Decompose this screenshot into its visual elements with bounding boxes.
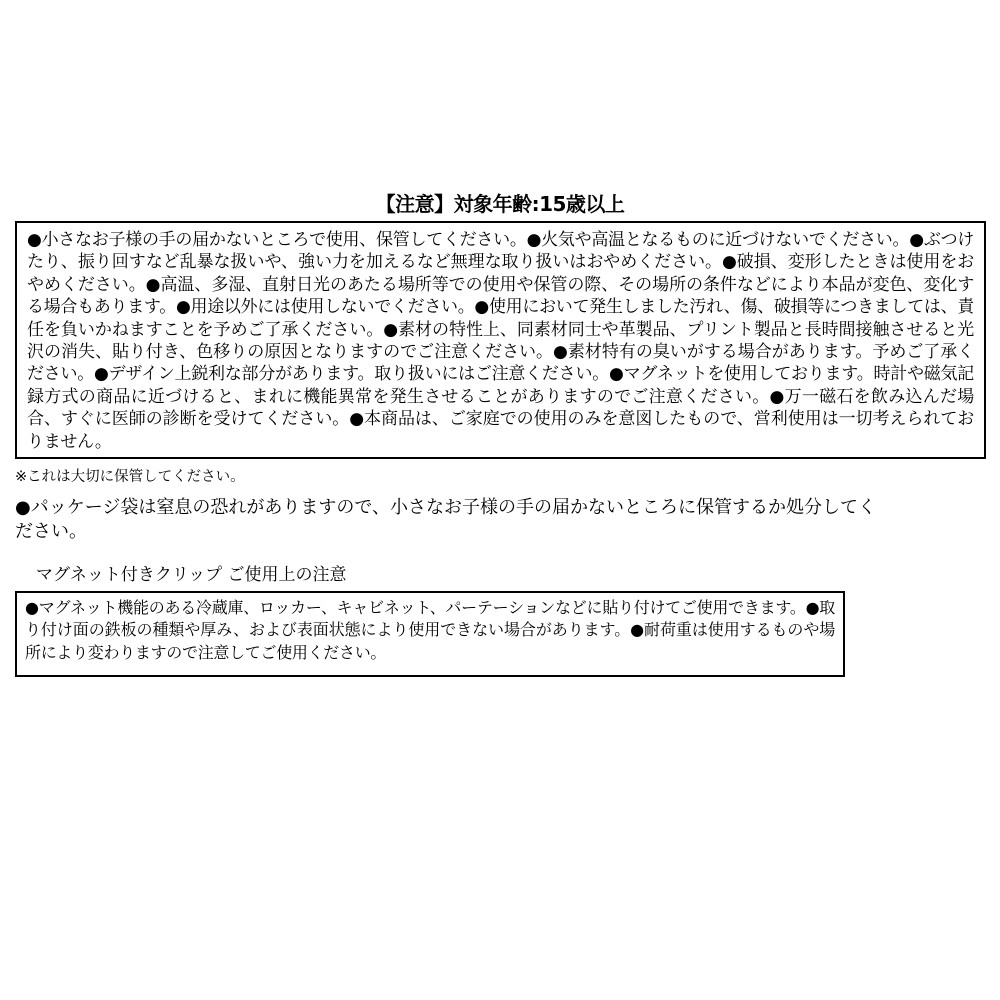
keep-note: ※これは大切に保管してください。 — [15, 469, 245, 485]
age-warning-title: 【注意】対象年齢:15歳以上 — [375, 192, 625, 216]
package-warning: ●パッケージ袋は窒息の恐れがありますので、小さなお子様の手の届かないところに保管するか処分してください。 — [15, 497, 876, 542]
magnet-caution-text: ●マグネット機能のある冷蔵庫、ロッカー、キャビネット、パーテーションなどに貼り付けてご使用できます。●取り付け面の鉄板の種類や厚み、および表面状態により使用できない場合があります。●耐荷重は使用するものや場所により変わりますので注意してご使用ください。 — [25, 598, 835, 662]
caution-text: ●小さなお子様の手の届かないところで使用、保管してください。●火気や高温となるものに近づけないでください。●ぶつけたり、振り回すなど乱暴な扱いや、強い力を加えるなど無理な取り扱いはおやめください。●破損、変形したときは使用をおやめください。●高温、多湿、直射日光のあたる場所等での使用や保管の際、その場所の条件などにより本品が変色、変化する場合もあります。●用途以外には使用しないでください。●使用において発生しました汚れ、傷、破損等につきましては、責任を負いかねますことを予めご了承ください。●素材の特性上、同素材同士や革製品、プリント製品と長時間接触させると光沢の消失、貼り付き、色移りの原因となりますのでご注意ください。●素材特有の臭いがする場合があります。予めご了承ください。●デザイン上鋭利な部分があります。取り扱いにはご注意ください。●マグネットを使用しております。時計や磁気記録方式の商品に近づけると、まれに機能異常を発生させることがありますのでご注意ください。●万一磁石を飲み込んだ場合、すぐに医師の診断を受けてください。●本商品は、ご家庭での使用のみを意図したもので、営利使用は一切考えられておりません。 — [27, 230, 974, 452]
magnet-clip-heading: マグネット付きクリップ ご使用上の注意 — [36, 565, 347, 585]
caution-box — [15, 221, 986, 459]
magnet-caution-box — [15, 591, 845, 677]
